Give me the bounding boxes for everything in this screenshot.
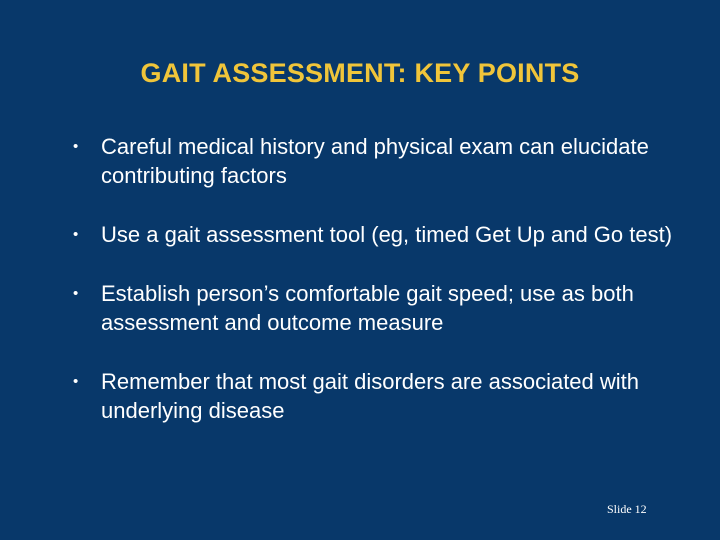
slide-title: GAIT ASSESSMENT: KEY POINTS bbox=[140, 58, 580, 88]
bullet-item-3 bbox=[70, 279, 690, 337]
bullet-dot-icon: • bbox=[73, 226, 79, 243]
bullet-text-2: Use a gait assessment tool (eg, timed Get Up and Go test) bbox=[101, 222, 673, 247]
bullet-dot-icon: • bbox=[73, 285, 79, 302]
bullet-item-1 bbox=[70, 132, 690, 190]
bullet-text-1: Careful medical history and physical exam can elucidate contributing factors bbox=[101, 134, 649, 188]
bullet-dot-icon: • bbox=[73, 373, 79, 390]
bullet-item-2 bbox=[70, 220, 690, 249]
bullet-item-4 bbox=[70, 367, 690, 425]
bullet-text-3: Establish person’s comfortable gait speed; use as both assessment and outcome measure bbox=[101, 281, 634, 335]
bullet-dot-icon: • bbox=[73, 138, 79, 155]
bullet-list bbox=[70, 132, 690, 455]
bullet-text-4: Remember that most gait disorders are associated with underlying disease bbox=[101, 369, 640, 423]
slide-number: Slide 12 bbox=[607, 502, 647, 516]
